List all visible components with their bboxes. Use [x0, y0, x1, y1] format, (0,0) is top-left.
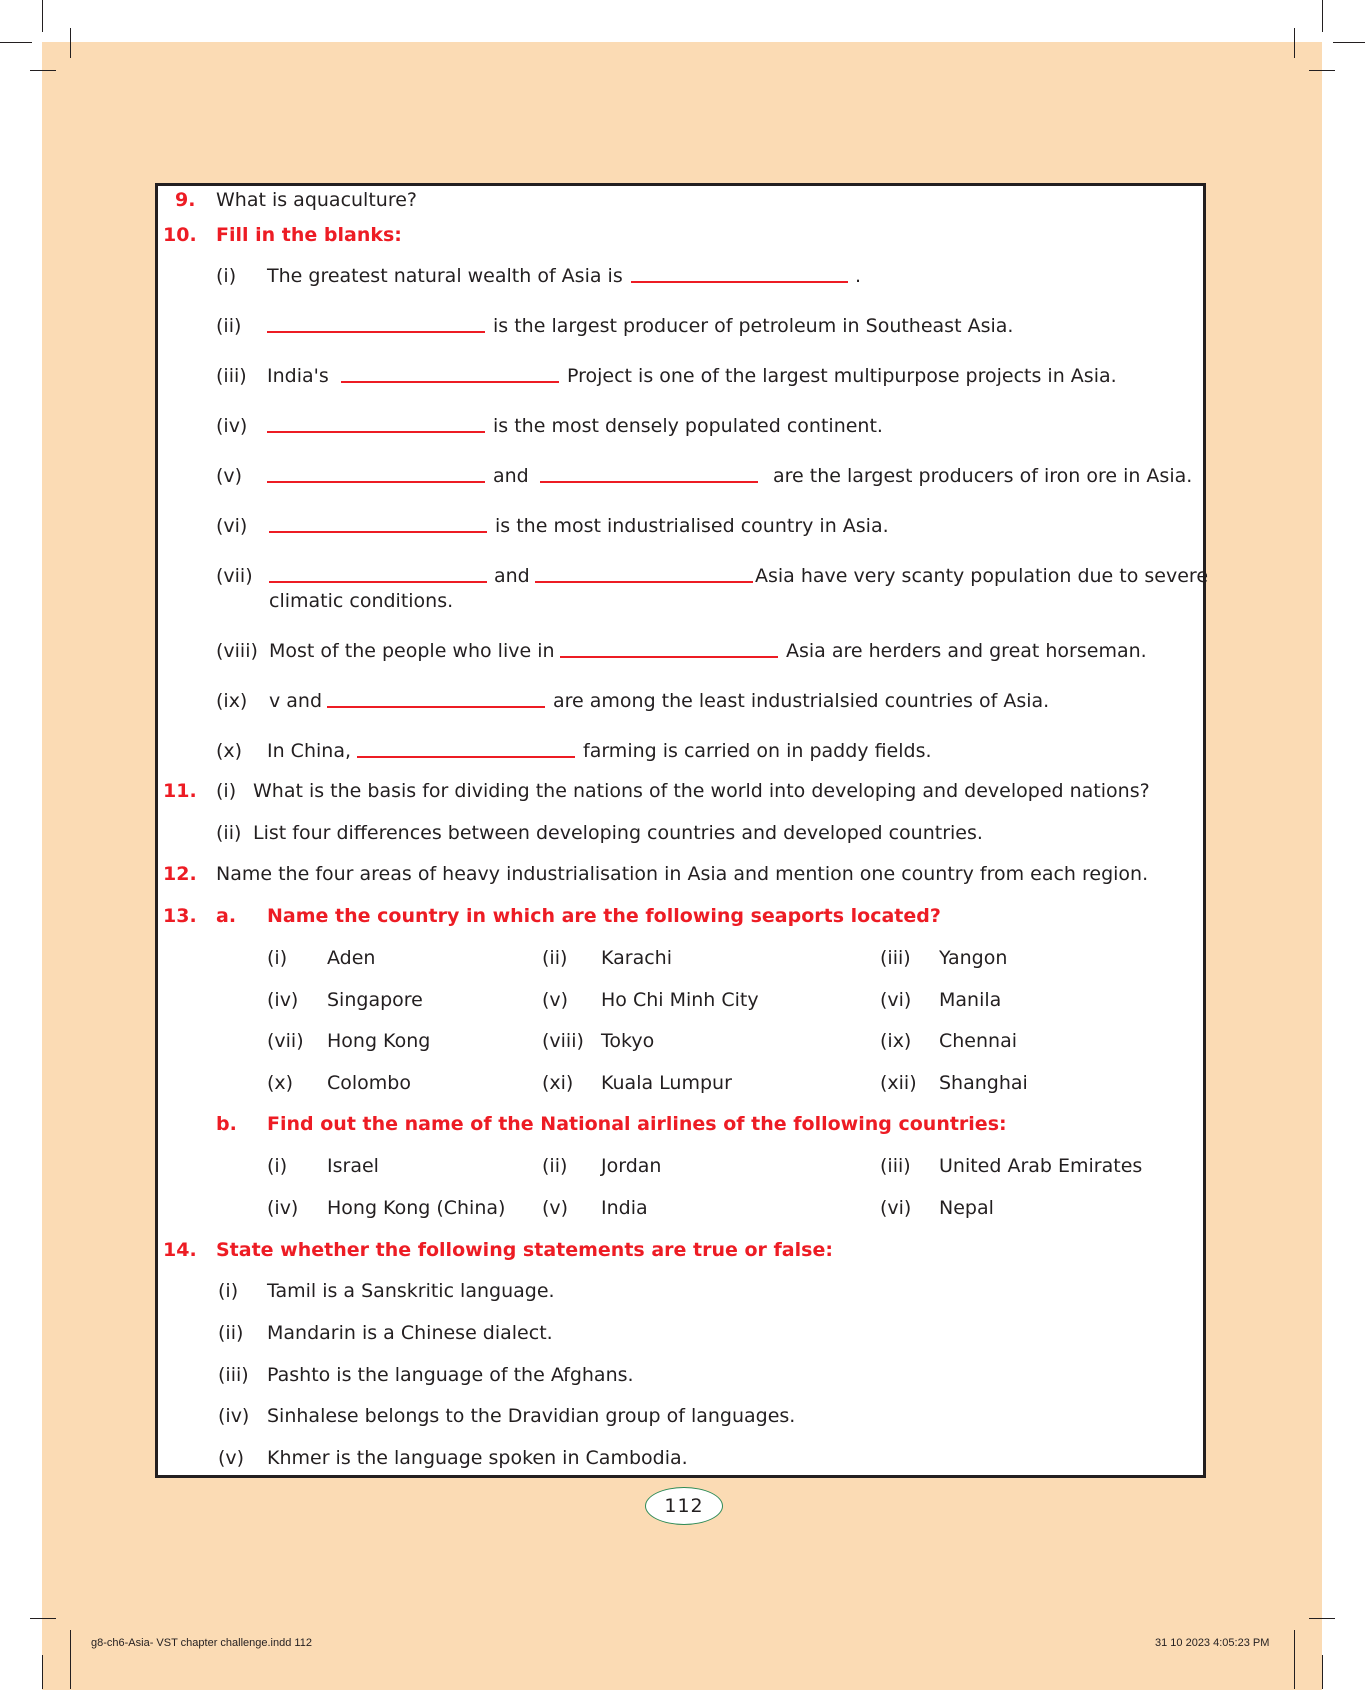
item-text: Asia are herders and great horseman.	[786, 640, 1147, 662]
item-text: Pashto is the language of the Afghans.	[267, 1364, 634, 1386]
question-number: 9.	[175, 189, 196, 211]
seaport-name: Singapore	[327, 989, 423, 1011]
item-label: (vii)	[216, 565, 253, 587]
seaport-name: Kuala Lumpur	[601, 1072, 732, 1094]
question-heading: State whether the following statements are true or false:	[216, 1239, 833, 1261]
item-label: (iv)	[267, 1197, 299, 1219]
item-label: (vii)	[267, 1030, 304, 1052]
item-label: (iv)	[267, 989, 299, 1011]
item-label: (x)	[216, 740, 243, 762]
item-label: (ii)	[216, 822, 242, 844]
item-text: In China,	[267, 740, 351, 762]
seaport-name: Aden	[327, 947, 376, 969]
answer-blank[interactable]	[357, 756, 575, 758]
item-text: .	[855, 265, 862, 287]
item-text: are among the least industrialsied countries of Asia.	[553, 690, 1050, 712]
item-text: Sinhalese belongs to the Dravidian group of languages.	[267, 1405, 796, 1427]
item-text: v and	[269, 690, 323, 712]
crop-mark	[30, 1618, 56, 1619]
item-label: (v)	[218, 1447, 245, 1469]
item-text: List four differences between developing countries and developed countries.	[253, 822, 983, 844]
crop-mark	[1322, 1655, 1323, 1689]
sub-label: a.	[216, 905, 237, 927]
question-heading: Fill in the blanks:	[216, 224, 402, 246]
item-text: What is the basis for dividing the nations of the world into developing and developed nations?	[253, 780, 1150, 802]
country-name: United Arab Emirates	[939, 1155, 1143, 1177]
answer-blank[interactable]	[267, 481, 485, 483]
item-text: Asia have very scanty population due to severe	[755, 565, 1209, 587]
item-label: (iii)	[216, 365, 247, 387]
item-text: Mandarin is a Chinese dialect.	[267, 1322, 553, 1344]
item-label: (ix)	[880, 1030, 912, 1052]
answer-blank[interactable]	[327, 706, 545, 708]
item-label: (i)	[216, 780, 237, 802]
item-text: and	[494, 565, 530, 587]
crop-mark	[70, 28, 71, 58]
item-label: (i)	[267, 947, 288, 969]
page-number: 112	[645, 1487, 723, 1525]
crop-mark	[42, 1655, 43, 1689]
slug-timestamp: 31 10 2023 4:05:23 PM	[1155, 1637, 1270, 1649]
crop-mark	[1333, 42, 1365, 43]
item-text: is the largest producer of petroleum in Southeast Asia.	[493, 315, 1014, 337]
item-label: (vi)	[880, 1197, 912, 1219]
item-text: The greatest natural wealth of Asia is	[267, 265, 623, 287]
question-number: 13.	[163, 905, 197, 927]
seaport-name: Karachi	[601, 947, 672, 969]
country-name: Nepal	[939, 1197, 994, 1219]
seaport-name: Colombo	[327, 1072, 411, 1094]
item-label: (v)	[542, 989, 569, 1011]
item-label: (viii)	[542, 1030, 584, 1052]
crop-mark	[1309, 70, 1335, 71]
answer-blank[interactable]	[267, 331, 485, 333]
seaport-name: Manila	[939, 989, 1002, 1011]
country-name: Hong Kong (China)	[327, 1197, 506, 1219]
item-text: Most of the people who live in	[269, 640, 555, 662]
answer-blank[interactable]	[341, 381, 559, 383]
seaport-name: Tokyo	[601, 1030, 655, 1052]
answer-blank[interactable]	[535, 581, 753, 583]
answer-blank[interactable]	[269, 581, 487, 583]
question-number: 11.	[163, 780, 197, 802]
question-number: 14.	[163, 1239, 197, 1261]
seaport-name: Hong Kong	[327, 1030, 431, 1052]
country-name: Israel	[327, 1155, 379, 1177]
item-label: (ii)	[542, 947, 568, 969]
item-text: climatic conditions.	[269, 590, 454, 612]
question-text: Name the four areas of heavy industrialisation in Asia and mention one country from each region.	[216, 863, 1149, 885]
sub-label: b.	[216, 1113, 237, 1135]
item-text: and	[493, 465, 529, 487]
item-label: (i)	[216, 265, 237, 287]
item-text: Project is one of the largest multipurpose projects in Asia.	[567, 365, 1117, 387]
item-label: (ii)	[216, 315, 242, 337]
item-text: Tamil is a Sanskritic language.	[267, 1280, 555, 1302]
question-number: 12.	[163, 863, 197, 885]
question-text: What is aquaculture?	[216, 189, 417, 211]
item-label: (v)	[216, 465, 243, 487]
item-label: (ii)	[218, 1322, 244, 1344]
crop-mark	[1294, 1630, 1295, 1689]
item-label: (xi)	[542, 1072, 574, 1094]
seaport-name: Shanghai	[939, 1072, 1028, 1094]
item-text: Khmer is the language spoken in Cambodia.	[267, 1447, 688, 1469]
answer-blank[interactable]	[269, 531, 487, 533]
item-label: (iii)	[880, 1155, 911, 1177]
question-heading: Name the country in which are the following seaports located?	[267, 905, 941, 927]
item-text: India's	[267, 365, 329, 387]
item-label: (ii)	[542, 1155, 568, 1177]
item-label: (iii)	[880, 947, 911, 969]
slug-file-info: g8-ch6-Asia- VST chapter challenge.indd 112	[91, 1637, 312, 1649]
item-label: (xii)	[880, 1072, 917, 1094]
item-text: farming is carried on in paddy fields.	[583, 740, 932, 762]
answer-blank[interactable]	[540, 481, 758, 483]
question-number: 10.	[163, 224, 197, 246]
crop-mark	[1322, 0, 1323, 32]
answer-blank[interactable]	[631, 281, 848, 283]
question-heading: Find out the name of the National airlines of the following countries:	[267, 1113, 1007, 1135]
item-label: (vi)	[216, 515, 248, 537]
item-label: (iv)	[216, 415, 248, 437]
item-label: (iv)	[218, 1405, 250, 1427]
item-label: (vi)	[880, 989, 912, 1011]
seaport-name: Yangon	[939, 947, 1008, 969]
seaport-name: Chennai	[939, 1030, 1018, 1052]
crop-mark	[70, 1630, 71, 1689]
item-text: is the most industrialised country in Asia.	[495, 515, 889, 537]
seaport-name: Ho Chi Minh City	[601, 989, 759, 1011]
item-label: (ix)	[216, 690, 248, 712]
country-name: India	[601, 1197, 648, 1219]
item-text: are the largest producers of iron ore in Asia.	[773, 465, 1193, 487]
answer-blank[interactable]	[267, 431, 485, 433]
crop-mark	[1309, 1618, 1335, 1619]
crop-mark	[1294, 28, 1295, 58]
crop-mark	[30, 70, 56, 71]
item-label: (viii)	[216, 640, 258, 662]
item-label: (v)	[542, 1197, 569, 1219]
item-label: (iii)	[218, 1364, 249, 1386]
item-label: (i)	[218, 1280, 239, 1302]
item-text: is the most densely populated continent.	[493, 415, 883, 437]
crop-mark	[0, 42, 32, 43]
item-label: (x)	[267, 1072, 294, 1094]
country-name: Jordan	[601, 1155, 662, 1177]
item-label: (i)	[267, 1155, 288, 1177]
answer-blank[interactable]	[560, 656, 778, 658]
crop-mark	[42, 0, 43, 32]
